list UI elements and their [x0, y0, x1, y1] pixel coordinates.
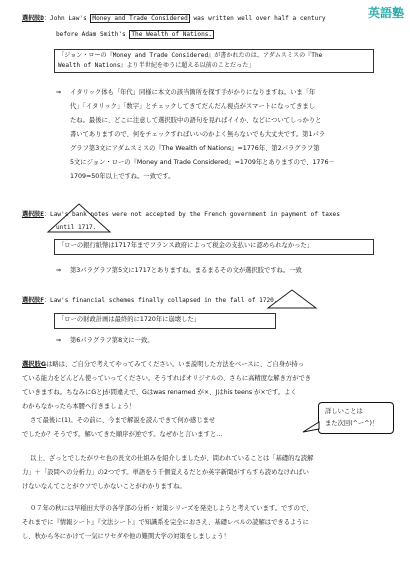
section-d-expl-1: イタリック体も「年代」同様に本文の該当箇所を探す手がかりになりますね。いま「年 — [70, 89, 316, 96]
section-d-expl-3: たね。最後に、どこに注意して選択肢中の語句を見ればイイか、などについてしっかりと — [70, 117, 322, 124]
section-d-label: 選択肢D — [22, 15, 44, 22]
section-d-expl-6: 5文にジョン・ローの『Money and Trade Considered』=1709年とありますので、1776－ — [70, 159, 335, 166]
section-g-line-3: ていきますね。ちなみにGとJが間違えで、Gはwas renamed が×、Jはhis teens が×です。よく — [22, 389, 297, 396]
section-e-line2: until 1717. — [56, 224, 97, 231]
section-d-line2 — [56, 30, 214, 40]
section-g-label: 選択肢G — [22, 361, 47, 368]
section-d-quote-line-1: 「ジョン・ローの『Money and Trade Considered』が書かれたのは、アダムスミスの『The — [58, 52, 323, 59]
speech-bubble-callout — [318, 402, 394, 434]
section-d-expl-2: 代」「イタリック」「数字」とチェックしてきてだんだん視点がスマートになってきまし — [70, 103, 316, 110]
section-d-expl-5: グラフ第3文にアダムスミスの『The Wealth of Nations』=1776年、第2パラグラフ第 — [70, 145, 320, 152]
section-d-line2-pre: before Adam Smith's — [56, 31, 126, 38]
closing-p1-line-1: 以上、ざっとでしたがワセ也の長文の仕組みを紹介しましたが、問われていることは「基礎的な読解 — [30, 455, 314, 462]
closing-p2-line-3: し、秋から冬にかけて一気にワセダや他の難関大学の対策をしましょう！ — [22, 533, 230, 540]
callout-line-2: また次回(^ー^)！ — [325, 420, 379, 427]
closing-p1-line-2: 力」＋「設問への分析力」の2つです。単語をう千個覚えるだとか英字新聞がすらすら読めなければい — [22, 469, 309, 476]
brand-logo: 英語塾 — [367, 6, 404, 20]
section-d-boxed-title-2: The Wealth of Nations. — [131, 31, 213, 38]
section-f-line1-text: ：Law's financial schemes finally collapsed in the fall of 1720. — [43, 297, 278, 304]
section-f-arrow: ⇒ — [56, 337, 62, 344]
section-e-expl: 第3パラグラフ第5文に1717とありますね。まるまるその文が選択肢ですね。一致 — [70, 267, 302, 274]
section-e-arrow: ⇒ — [56, 267, 62, 274]
section-g-line-1 — [22, 360, 304, 370]
section-d-line1 — [22, 14, 326, 24]
section-g-line-1-text: は略は、ご自分で考えてやってみてください。いま説明した方法をベースに、ご自身が持っ — [46, 361, 304, 368]
section-d-quote-line-2: Wealth of Nations』より半世紀をゆうに超える以前のことだった」 — [58, 62, 255, 69]
section-f-expl: 第6パラグラフ第8文に一致。 — [70, 337, 154, 344]
section-e-quote: 「ローの銀行紙幣は1717年までフランス政府によって税金の支払いに認められなかった」 — [58, 242, 314, 249]
section-g-line-2: ている能力をどんどん使っていってください。そうすればオリジナルの、さらに高精度な解き方ができ — [22, 375, 312, 382]
section-g-line-5: さて最後に(1)。その前に、今まで解説を読んできて何か感じませ — [30, 417, 216, 424]
section-f-label: 選択肢F — [22, 297, 44, 304]
section-g-line-4: わからなかったら本腰へ行きましょう！ — [22, 403, 136, 410]
section-f-quote: 「ローの財政計画は最終的に1720年に崩壊した」 — [58, 316, 200, 323]
section-e-line1-text: ：Law's bank notes were not accepted by the French government in payment of taxes — [43, 211, 340, 218]
closing-p1-line-3: けないなんてことがウソでしかないことがわかりますね。 — [22, 483, 186, 490]
section-d-expl-4: 書いてありますので、何をチェックすればいいのかよく無らないでも大丈夫です。第1パラ — [70, 131, 326, 138]
section-g-line-6: でしたか？そうです。解いてきた順序が逆です。なぜかと言いますと… — [22, 431, 223, 438]
section-f-triangle-mark — [266, 288, 318, 310]
callout-line-1: 詳しいことは — [325, 408, 363, 415]
section-d-line1-pre: ：John Law's — [43, 15, 87, 22]
closing-p2-line-2: それまでに『情報シート』『文法シート』で知識系を完全におさえ、基礎レベルの読解はできるように — [22, 519, 309, 526]
section-e-label: 選択肢E — [22, 211, 44, 218]
section-d-line1-post: was written well over half a century — [193, 15, 326, 22]
section-d-expl-7: 1709=50年以上ですね。一致です。 — [70, 173, 175, 180]
section-d-arrow: ⇒ — [56, 89, 62, 96]
callout-pointer — [302, 420, 320, 434]
closing-p2-line-1: ０７年の秋には早稲田大学の各学部の分析・対策シリーズを発売しようと考えています。ですので、 — [30, 505, 313, 512]
section-f-line1 — [22, 296, 278, 306]
section-d-boxed-title-1: Money and Trade Considered — [92, 15, 188, 22]
section-e-triangle-mark — [46, 202, 112, 234]
